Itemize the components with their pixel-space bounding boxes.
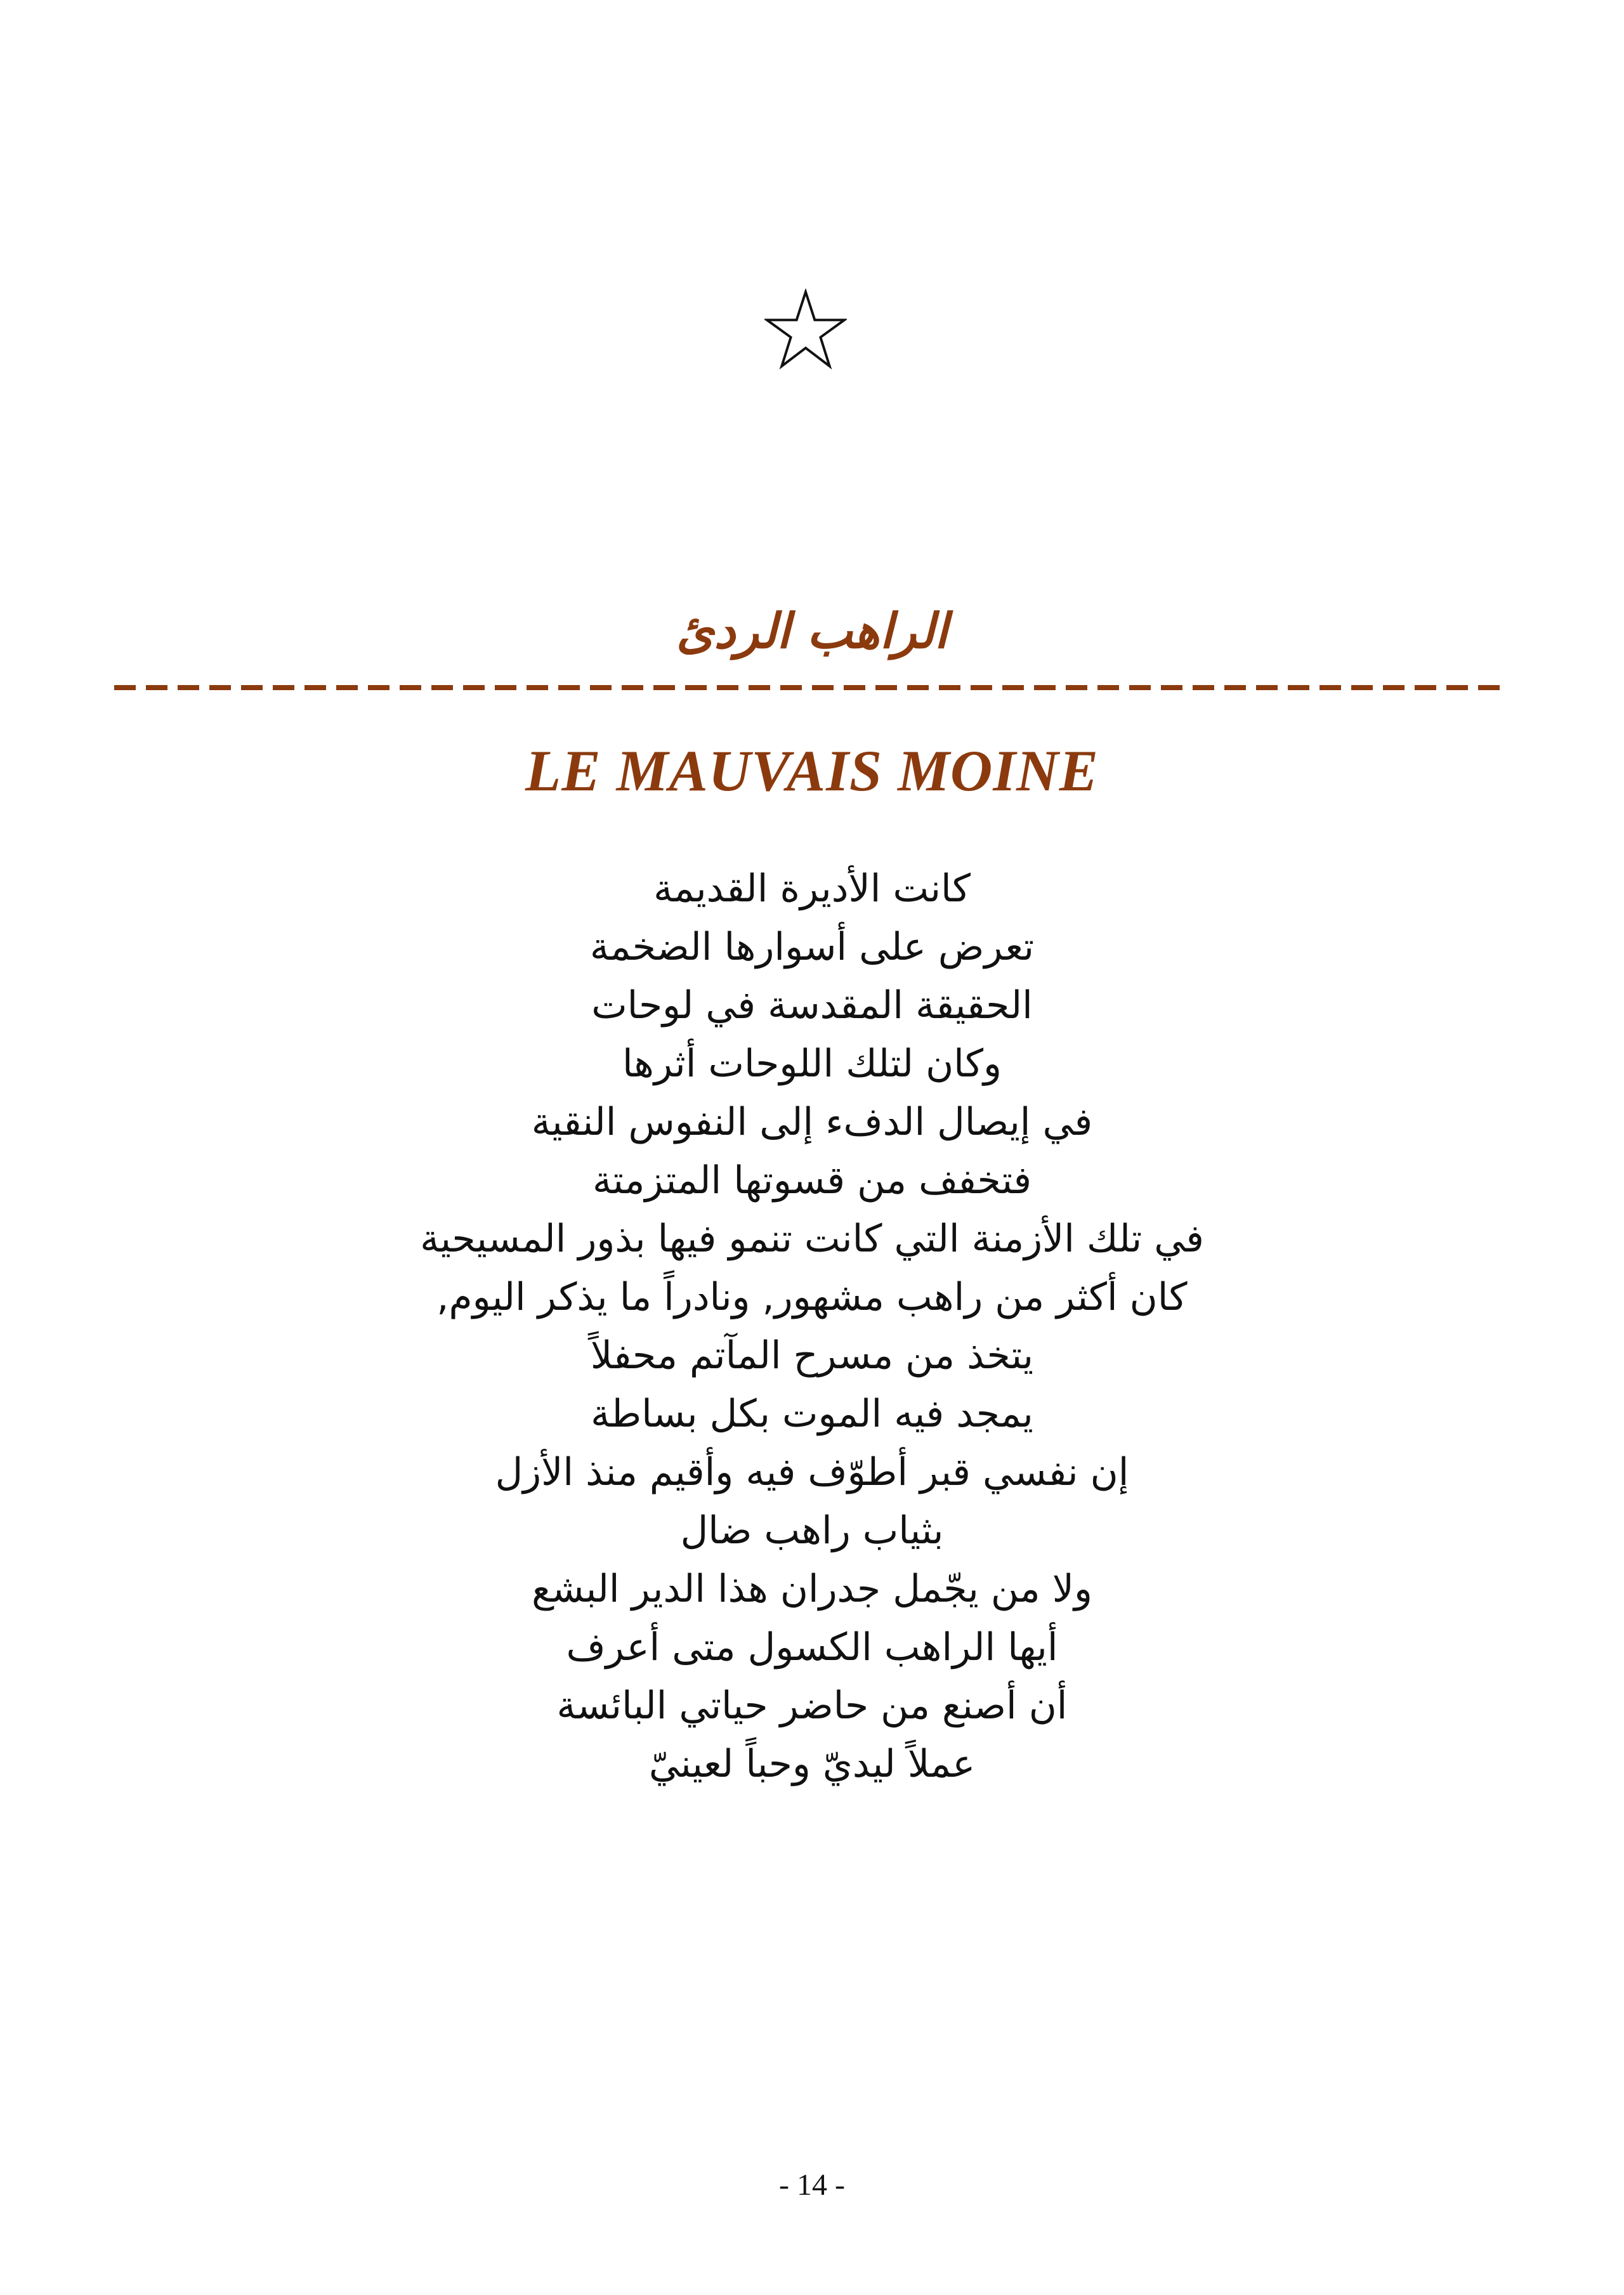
poem-line: أيها الراهب الكسول متى أعرف	[566, 1625, 1058, 1670]
star-outline-icon	[764, 289, 847, 371]
poem-line: في إيصال الدفء إلى النفوس النقية	[531, 1100, 1093, 1144]
poem-line: يتخذ من مسرح المآتم محفلاً	[590, 1333, 1034, 1378]
poem-line: تعرض على أسوارها الضخمة	[589, 925, 1035, 969]
poem-line: الحقيقة المقدسة في لوحات	[591, 983, 1033, 1028]
poem-line: عملاً ليديّ وحباً لعينيّ	[648, 1742, 976, 1786]
french-title: LE MAUVAIS MOINE	[525, 738, 1099, 803]
page-number: - 14 -	[779, 2168, 845, 2202]
poem-line: بثياب راهب ضال	[680, 1508, 944, 1553]
dashed-divider	[114, 685, 1503, 690]
arabic-title: الراهب الردئ	[676, 603, 948, 659]
poem-line: فتخفف من قسوتها المتزمتة	[592, 1158, 1032, 1203]
poem-line: ولا من يجّمل جدران هذا الدير البشع	[532, 1567, 1092, 1611]
poem-line: يمجد فيه الموت بكل بساطة	[591, 1392, 1033, 1436]
poem	[0, 860, 1624, 1793]
poem-line: كان أكثر من راهب مشهور, ونادراً ما يذكر اليوم,	[436, 1275, 1188, 1319]
poem-line: وكان لتلك اللوحات أثرها	[622, 1042, 1002, 1086]
poem-line: أن أصنع من حاضر حياتي البائسة	[556, 1684, 1068, 1728]
poem-line: إن نفسي قبر أطوّف فيه وأقيم منذ الأزل	[495, 1450, 1129, 1494]
poem-line: كانت الأديرة القديمة	[653, 866, 971, 911]
poem-line: في تلك الأزمنة التي كانت تنمو فيها بذور المسيحية	[420, 1217, 1204, 1261]
